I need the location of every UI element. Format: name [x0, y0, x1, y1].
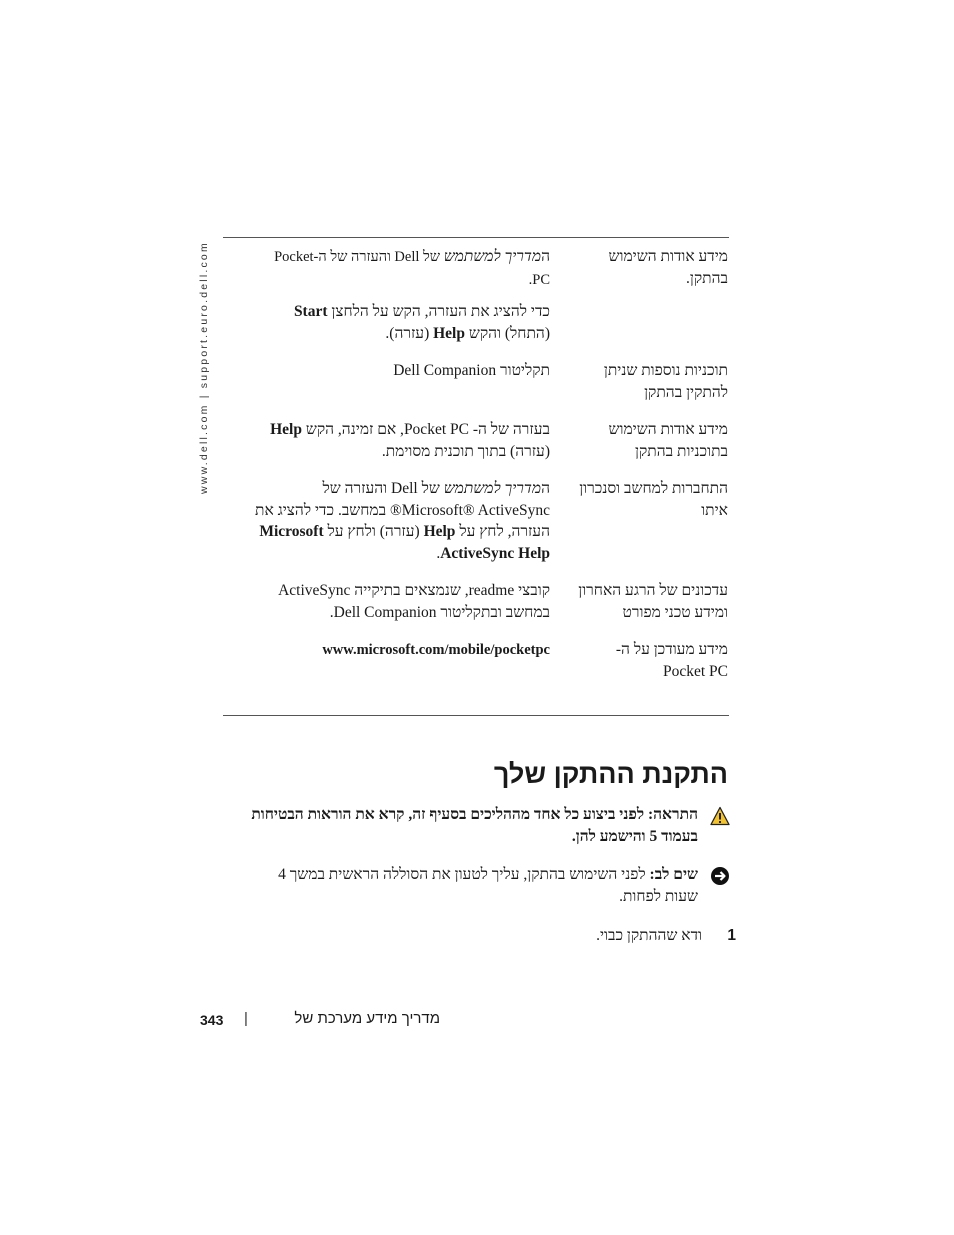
note-notice	[250, 864, 730, 908]
source-cell	[250, 639, 550, 682]
info-table	[250, 246, 728, 682]
topic-cell: התחברות למחשב וסנכרון איתו	[579, 480, 728, 519]
step-1	[250, 925, 738, 947]
source-cell	[250, 419, 550, 462]
pocketpc-url[interactable]: www.microsoft.com/mobile/pocketpc	[322, 642, 550, 658]
step-number: 1	[727, 927, 736, 944]
table-row	[250, 419, 728, 462]
section-title: התקנת ההתקן שלך	[493, 759, 728, 789]
topic-cell: מידע אודות השימוש בהתקן.	[608, 248, 728, 287]
source-paragraph	[250, 639, 550, 662]
source-paragraph: המדריך למשתמש של Dell והעזרה של Microsoft® ActiveSync® במחשב. כדי להציג את העזרה, לחץ על Help (עזרה) ולחץ על Microsoft ActiveSync Help.	[255, 480, 550, 562]
table-bottom-rule	[223, 715, 729, 716]
source-paragraph: כדי להציג את העזרה, הקש על הלחצן Start (התחל) והקש Help (עזרה).	[293, 303, 550, 342]
source-paragraph: המדריך למשתמש של Dell והעזרה של ה-Pocket PC.	[274, 248, 550, 288]
warning-notice	[250, 804, 730, 848]
note-text: שים לב: לפני השימוש בהתקן, עליך לטעון את הסוללה הראשית במשך 4 שעות לפחות.	[278, 866, 698, 905]
table-row	[250, 360, 728, 403]
table-row	[250, 246, 728, 344]
topic-cell: מידע אודות השימוש בתוכניות בהתקן	[608, 421, 728, 460]
source-cell	[250, 580, 550, 623]
footer-separator: |	[244, 1010, 248, 1027]
note-arrow-icon	[710, 866, 730, 886]
table-row	[250, 639, 728, 682]
source-cell	[250, 246, 550, 344]
step-text: ודא שההתקן כבוי.	[596, 927, 702, 944]
source-paragraph: תקליטור Dell Companion	[393, 362, 550, 379]
topic-cell: עדכונים של הרגע האחרון ומידע טכני מפורט	[578, 582, 728, 621]
table-row	[250, 580, 728, 623]
side-url: www.dell.com | support.euro.dell.com	[198, 241, 210, 494]
table-top-rule	[223, 237, 729, 238]
page-footer	[200, 1010, 440, 1032]
table-row	[250, 478, 728, 564]
topic-cell: מידע מעודכן על ה- Pocket PC	[615, 641, 728, 680]
source-paragraph: בעזרה של ה- Pocket PC, אם זמינה, הקש Help (עזרה) בתוך תוכנית מסוימת.	[270, 421, 550, 460]
warning-text: התראה: לפני ביצוע כל אחד מההליכים בסעיף זה, קרא את הוראות הבטיחות בעמוד 5 והישמע להן.	[251, 806, 698, 845]
warning-triangle-icon	[710, 806, 730, 826]
source-cell	[250, 478, 550, 564]
topic-cell: תוכניות נוספות שניתן להתקין בהתקן	[603, 362, 728, 401]
footer-title: מדריך מידע מערכת של	[294, 1010, 440, 1027]
source-paragraph: קובצי readme, שנמצאים בתיקייה ActiveSync במחשב ובתקליטור Dell Companion.	[278, 582, 550, 621]
source-cell	[250, 360, 550, 403]
page-number: 343	[200, 1012, 224, 1028]
